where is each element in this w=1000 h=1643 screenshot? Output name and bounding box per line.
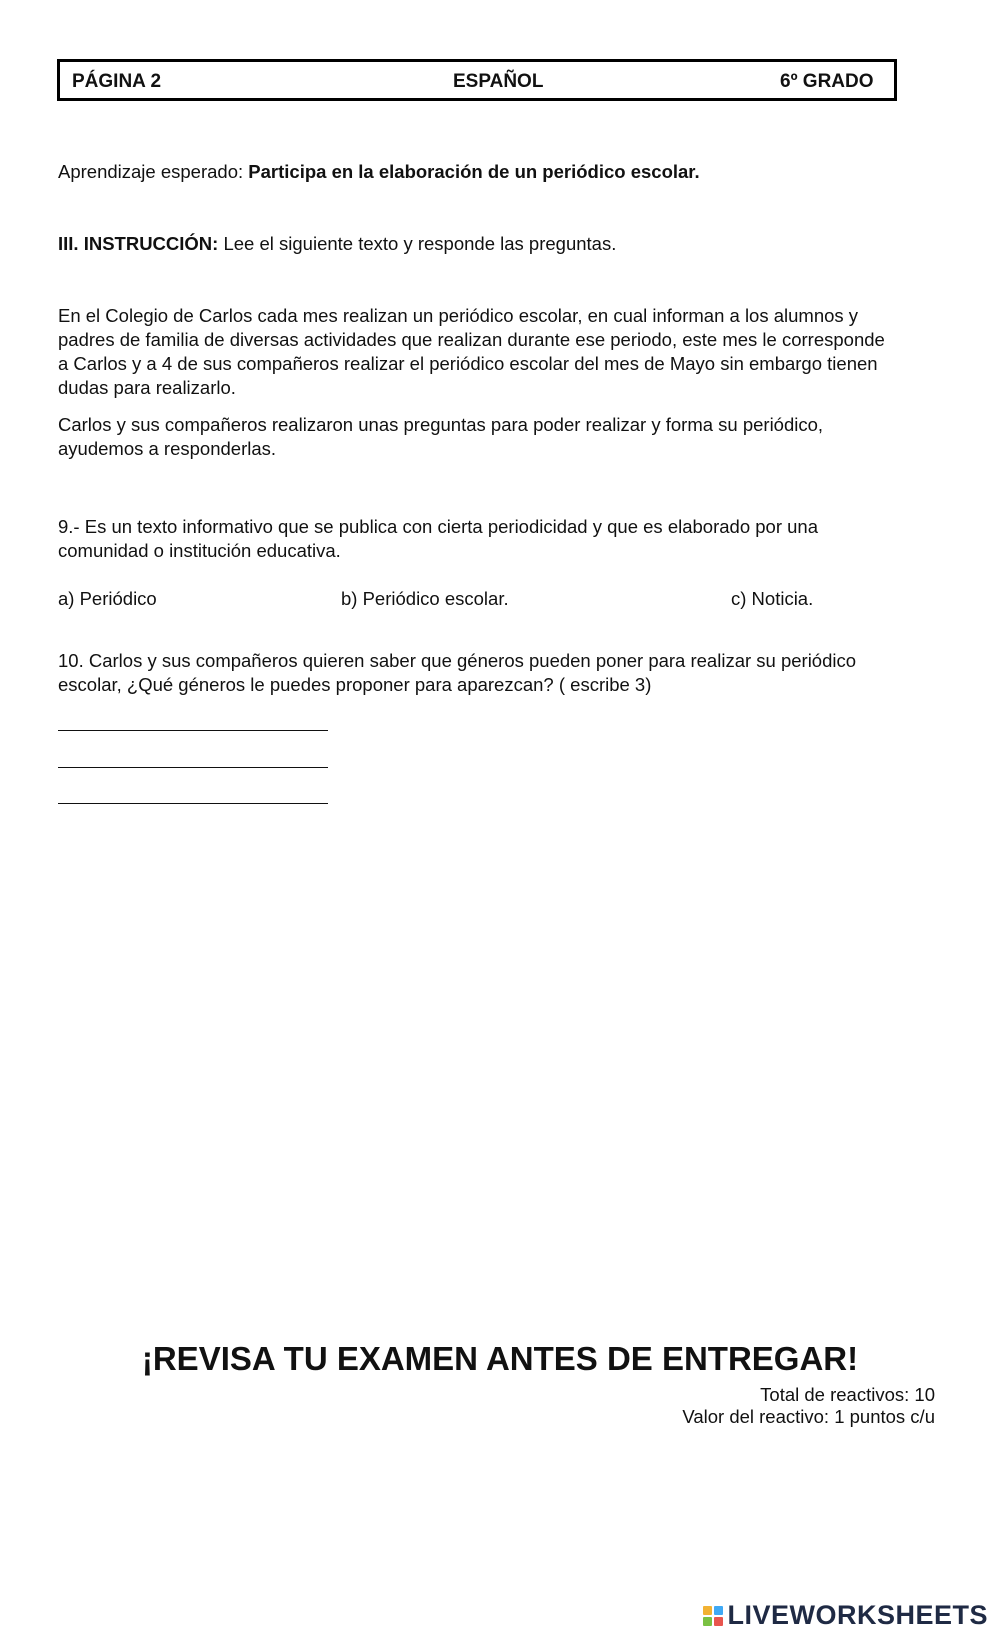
logo-square: [703, 1617, 712, 1626]
option-c[interactable]: c) Noticia.: [731, 588, 814, 609]
question-10-line: escolar, ¿Qué géneros le puedes proponer para aparezcan? ( escribe 3): [58, 674, 652, 695]
passage-line: Carlos y sus compañeros realizaron unas preguntas para poder realizar y forma su periódico,: [58, 414, 824, 435]
logo-square: [714, 1606, 723, 1615]
question-9-line: comunidad o institución educativa.: [58, 540, 341, 561]
expected-learning: [58, 160, 700, 184]
header-subject: ESPAÑOL: [453, 71, 544, 92]
brand-name: LIVEWORKSHEETS: [727, 1600, 988, 1630]
logo-square: [703, 1606, 712, 1615]
question-9-line: 9.- Es un texto informativo que se publica con cierta periodicidad y que es elaborado por una: [58, 516, 818, 537]
answer-field-2[interactable]: [58, 767, 328, 768]
instruction: [58, 232, 616, 256]
passage-line: a Carlos y a 4 de sus compañeros realizar el periódico escolar del mes de Mayo sin embargo tienen: [58, 353, 878, 374]
passage-line: ayudemos a responderlas.: [58, 438, 277, 459]
option-b[interactable]: b) Periódico escolar.: [341, 588, 509, 609]
liveworksheets-logo-icon: [703, 1606, 723, 1626]
review-banner: ¡REVISA TU EXAMEN ANTES DE ENTREGAR!: [141, 1340, 859, 1377]
expected-learning-label: Aprendizaje esperado:: [58, 161, 249, 182]
total-items: Total de reactivos: 10: [760, 1384, 935, 1405]
question-10-line: 10. Carlos y sus compañeros quieren saber que géneros pueden poner para realizar su periódico: [58, 650, 857, 671]
question-9: [58, 515, 938, 563]
instruction-label: III. INSTRUCCIÓN:: [58, 233, 219, 254]
item-value: Valor del reactivo: 1 puntos c/u: [682, 1406, 935, 1427]
answer-field-3[interactable]: [58, 803, 328, 804]
expected-learning-text: Participa en la elaboración de un periódico escolar.: [248, 161, 700, 182]
header-page: PÁGINA 2: [72, 71, 162, 92]
passage-paragraph-2: [58, 413, 938, 461]
passage-line: padres de familia de diversas actividades que realizan durante ese periodo, este mes le corresponde: [58, 329, 885, 350]
header-grade: 6º GRADO: [780, 71, 874, 92]
header-box: [57, 59, 897, 101]
passage-paragraph-1: [58, 304, 938, 400]
instruction-text: Lee el siguiente texto y responde las preguntas.: [218, 233, 617, 254]
logo-square: [714, 1617, 723, 1626]
answer-field-1[interactable]: [58, 730, 328, 731]
passage-line: En el Colegio de Carlos cada mes realizan un periódico escolar, en cual informan a los alumnos y: [58, 305, 859, 326]
passage-line: dudas para realizarlo.: [58, 377, 236, 398]
liveworksheets-brand: [703, 1600, 988, 1631]
question-10: [58, 649, 938, 697]
option-a[interactable]: a) Periódico: [58, 588, 157, 609]
